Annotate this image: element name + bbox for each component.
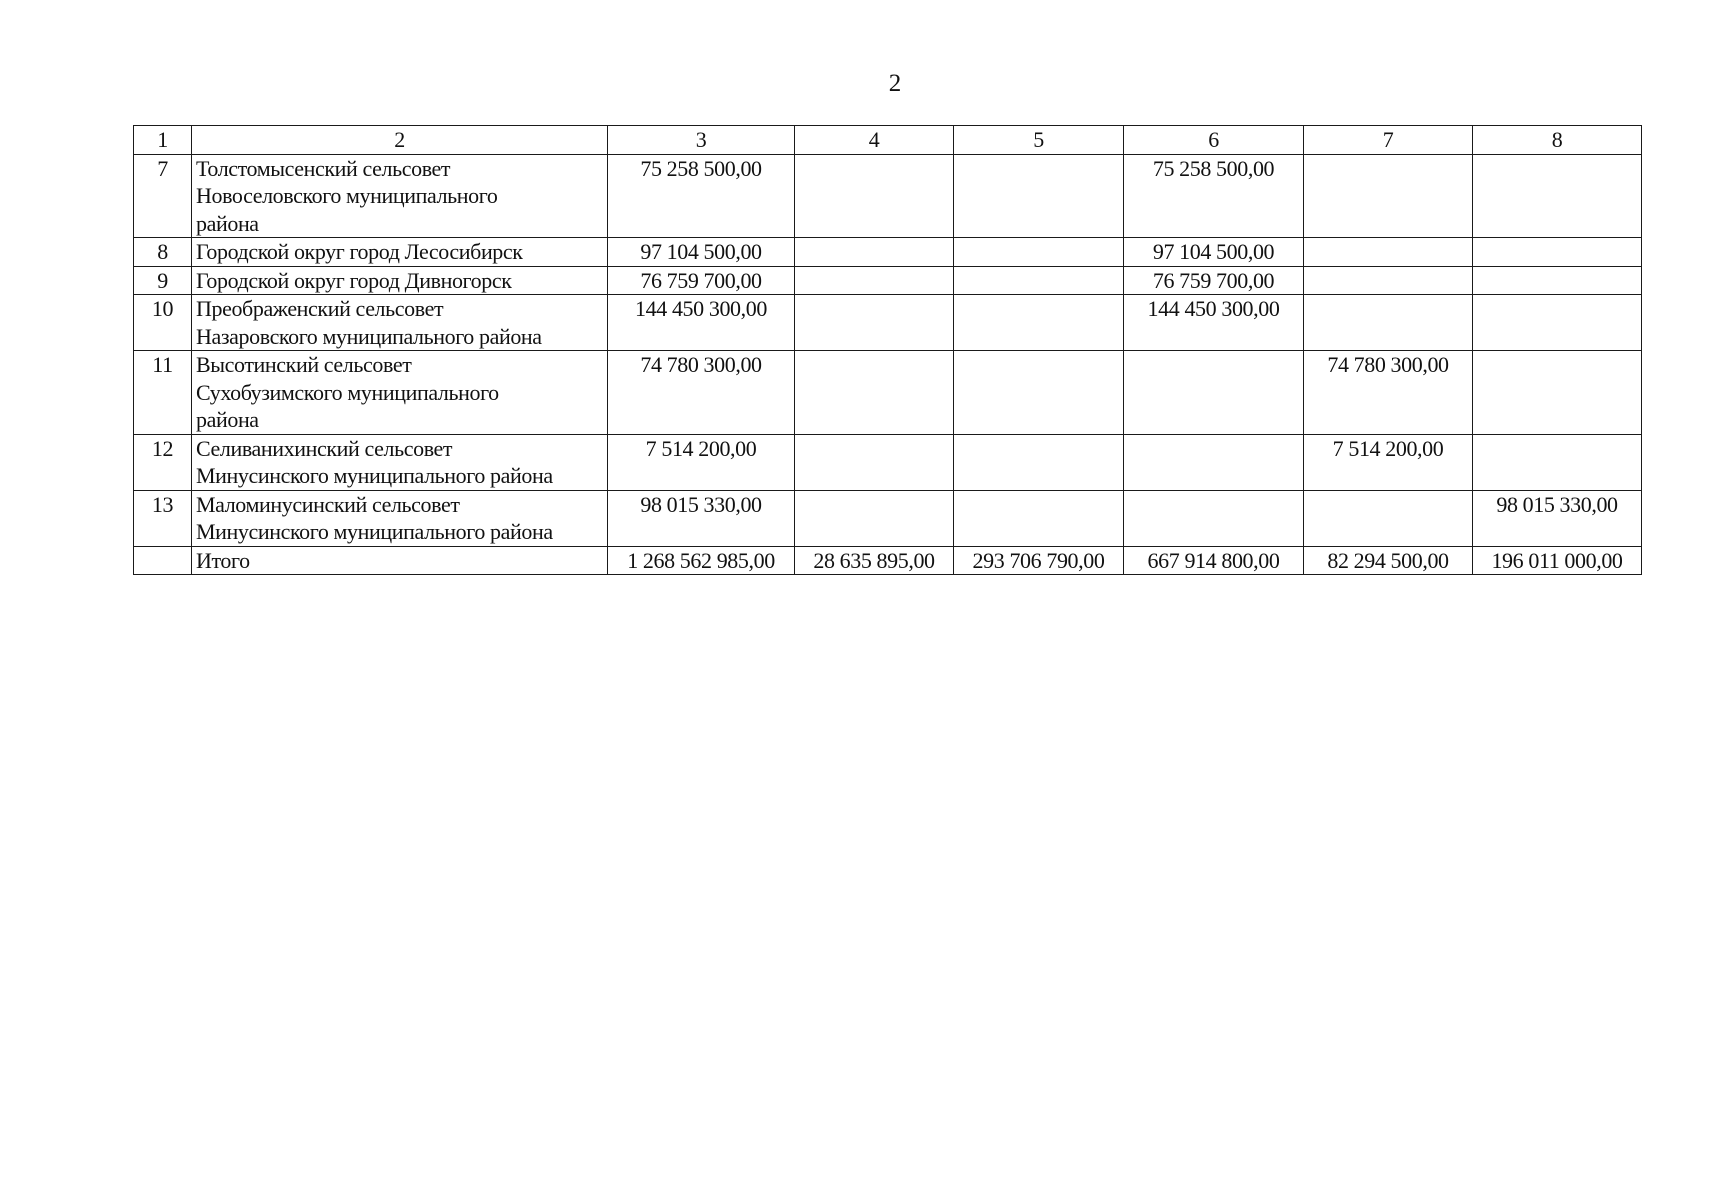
- municipality-name-line: Городской округ город Дивногорск: [196, 267, 512, 293]
- amount-cell: [795, 266, 954, 295]
- municipality-name-line: Высотинский сельсовет: [196, 352, 412, 377]
- amount-cell: [954, 266, 1124, 295]
- amount-cell: 97 104 500,00: [1124, 238, 1304, 267]
- amount-cell: 74 780 300,00: [608, 351, 795, 435]
- municipality-name: [192, 434, 608, 490]
- table-row: [134, 266, 1642, 295]
- column-header: 8: [1473, 126, 1642, 155]
- amount-cell: [1304, 266, 1473, 295]
- amount-cell: [795, 154, 954, 238]
- column-header: 5: [954, 126, 1124, 155]
- amount-cell: [1304, 295, 1473, 351]
- row-number: 7: [134, 154, 192, 238]
- amount-cell: 97 104 500,00: [608, 238, 795, 267]
- total-amount-cell: 1 268 562 985,00: [608, 546, 795, 575]
- amount-cell: [795, 295, 954, 351]
- municipality-name-line: Селиванихинский сельсовет: [196, 435, 453, 461]
- total-row: [134, 546, 1642, 575]
- column-header: 2: [192, 126, 608, 155]
- amount-cell: [1473, 238, 1642, 267]
- amount-cell: [1304, 490, 1473, 546]
- municipality-name-line: Минусинского муниципального района: [196, 463, 553, 488]
- table-row: [134, 434, 1642, 490]
- municipality-name-line: Назаровского муниципального района: [196, 323, 542, 349]
- total-label: Итого: [192, 546, 608, 575]
- table-row: [134, 295, 1642, 351]
- amount-cell: 144 450 300,00: [1124, 295, 1304, 351]
- row-number: 9: [134, 266, 192, 295]
- total-row-number: [134, 546, 192, 575]
- row-number: 11: [134, 351, 192, 435]
- amount-cell: [795, 434, 954, 490]
- row-number: 13: [134, 490, 192, 546]
- amount-cell: [1124, 490, 1304, 546]
- municipality-name-line: Толстомысенский сельсовет: [196, 155, 451, 181]
- table-header-row: [134, 126, 1642, 155]
- amount-cell: 144 450 300,00: [608, 295, 795, 351]
- amount-cell: 7 514 200,00: [608, 434, 795, 490]
- total-amount-cell: 82 294 500,00: [1304, 546, 1473, 575]
- amount-cell: 76 759 700,00: [1124, 266, 1304, 295]
- row-number: 8: [134, 238, 192, 267]
- municipality-name: [192, 266, 608, 295]
- amount-cell: [1304, 238, 1473, 267]
- amount-cell: [1473, 266, 1642, 295]
- amount-cell: [1124, 351, 1304, 435]
- amount-cell: 98 015 330,00: [1473, 490, 1642, 546]
- municipality-name-line: Минусинского муниципального района: [196, 519, 553, 544]
- amount-cell: [795, 351, 954, 435]
- total-amount-cell: 667 914 800,00: [1124, 546, 1304, 575]
- row-number: 10: [134, 295, 192, 351]
- amount-cell: [954, 351, 1124, 435]
- amount-cell: [954, 295, 1124, 351]
- amount-cell: 98 015 330,00: [608, 490, 795, 546]
- column-header: 7: [1304, 126, 1473, 155]
- municipality-name: [192, 238, 608, 267]
- column-header: 6: [1124, 126, 1304, 155]
- column-header: 1: [134, 126, 192, 155]
- amount-cell: 7 514 200,00: [1304, 434, 1473, 490]
- amount-cell: [1473, 351, 1642, 435]
- amount-cell: 74 780 300,00: [1304, 351, 1473, 435]
- budget-table: [133, 125, 1642, 575]
- total-amount-cell: 293 706 790,00: [954, 546, 1124, 575]
- page-number: 2: [888, 70, 902, 97]
- amount-cell: [954, 490, 1124, 546]
- amount-cell: [1473, 434, 1642, 490]
- municipality-name-line: Новоселовского муниципального: [196, 183, 498, 208]
- municipality-name-line: района: [196, 210, 259, 236]
- municipality-name: [192, 490, 608, 546]
- municipality-name-line: района: [196, 407, 259, 432]
- amount-cell: [1124, 434, 1304, 490]
- table-row: [134, 238, 1642, 267]
- total-amount-cell: 28 635 895,00: [795, 546, 954, 575]
- table-row: [134, 154, 1642, 238]
- column-header: 4: [795, 126, 954, 155]
- municipality-name: [192, 351, 608, 435]
- amount-cell: 75 258 500,00: [1124, 154, 1304, 238]
- amount-cell: [1304, 154, 1473, 238]
- amount-cell: [795, 238, 954, 267]
- municipality-name-line: Городской округ город Лесосибирск: [196, 239, 523, 264]
- amount-cell: 76 759 700,00: [608, 266, 795, 295]
- amount-cell: [795, 490, 954, 546]
- amount-cell: 75 258 500,00: [608, 154, 795, 238]
- amount-cell: [954, 238, 1124, 267]
- municipality-name-line: Преображенский сельсовет: [196, 296, 444, 321]
- column-header: 3: [608, 126, 795, 155]
- total-amount-cell: 196 011 000,00: [1473, 546, 1642, 575]
- municipality-name-line: Маломинусинский сельсовет: [196, 491, 460, 517]
- amount-cell: [1473, 295, 1642, 351]
- municipality-name-line: Сухобузимского муниципального: [196, 379, 499, 405]
- table-row: [134, 490, 1642, 546]
- municipality-name: [192, 295, 608, 351]
- amount-cell: [954, 154, 1124, 238]
- municipality-name: [192, 154, 608, 238]
- amount-cell: [954, 434, 1124, 490]
- amount-cell: [1473, 154, 1642, 238]
- row-number: 12: [134, 434, 192, 490]
- table-row: [134, 351, 1642, 435]
